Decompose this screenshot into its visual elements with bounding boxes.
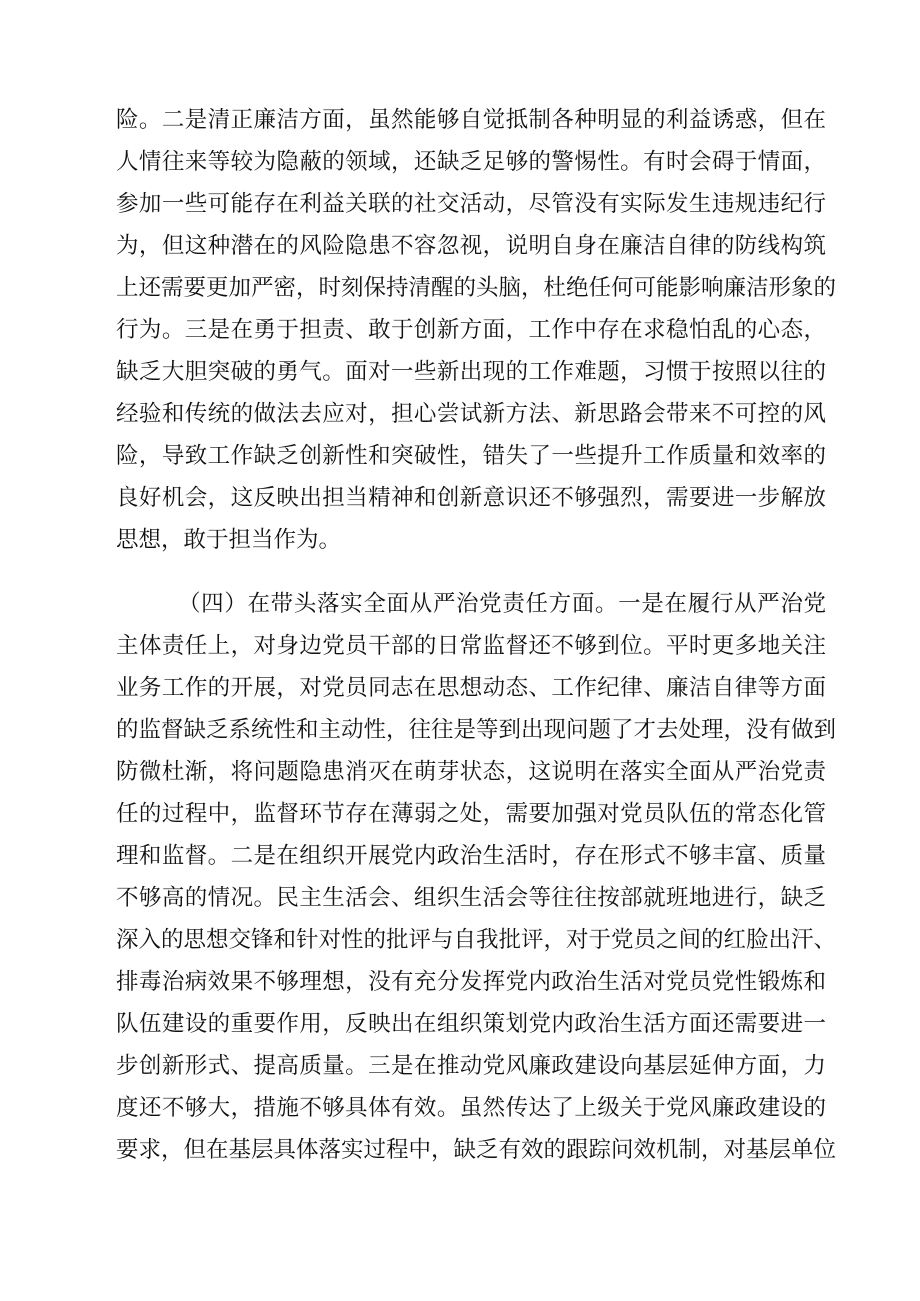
text-line: 防微杜渐，将问题隐患消灭在萌芽状态，这说明在落实全面从严治党责 [116, 759, 826, 785]
text-line: 行为。三是在勇于担责、敢于创新方面，工作中存在求稳怕乱的心态， [116, 317, 826, 343]
text-line: 要求，但在基层具体落实过程中，缺乏有效的跟踪问效机制，对基层单位 [116, 1137, 837, 1163]
text-line: 步创新形式、提高质量。三是在推动党风廉政建设向基层延伸方面，力 [116, 1053, 826, 1079]
text-line: 险，导致工作缺乏创新性和突破性，错失了一些提升工作质量和效率的 [116, 443, 826, 469]
text-line: 任的过程中，监督环节存在薄弱之处，需要加强对党员队伍的常态化管 [116, 801, 826, 827]
text-line: 参加一些可能存在利益关联的社交活动，尽管没有实际发生违规违纪行 [116, 191, 826, 217]
text-line: 上还需要更加严密，时刻保持清醒的头脑，杜绝任何可能影响廉洁形象的 [116, 275, 837, 301]
paragraph-end-line: 思想，敢于担当作为。 [116, 527, 342, 553]
text-line: 经验和传统的做法去应对，担心尝试新方法、新思路会带来不可控的风 [116, 401, 826, 427]
text-line: 的监督缺乏系统性和主动性，往往是等到出现问题了才去处理，没有做到 [116, 717, 837, 743]
text-line: 度还不够大，措施不够具体有效。虽然传达了上级关于党风廉政建设的 [116, 1095, 826, 1121]
section-heading-line: （四）在带头落实全面从严治党责任方面。一是在履行从严治党 [178, 591, 826, 617]
text-line: 排毒治病效果不够理想，没有充分发挥党内政治生活对党员党性锻炼和 [116, 969, 826, 995]
text-line: 主体责任上，对身边党员干部的日常监督还不够到位。平时更多地关注 [116, 633, 826, 659]
text-line: 为，但这种潜在的风险隐患不容忽视，说明自身在廉洁自律的防线构筑 [116, 233, 826, 259]
text-line: 深入的思想交锋和针对性的批评与自我批评，对于党员之间的红脸出汗、 [116, 927, 837, 953]
text-line: 险。二是清正廉洁方面，虽然能够自觉抵制各种明显的利益诱惑，但在 [116, 107, 826, 133]
text-line: 人情往来等较为隐蔽的领域，还缺乏足够的警惕性。有时会碍于情面， [116, 149, 826, 175]
text-line: 队伍建设的重要作用，反映出在组织策划党内政治生活方面还需要进一 [116, 1011, 826, 1037]
text-line: 不够高的情况。民主生活会、组织生活会等往往按部就班地进行，缺乏 [116, 885, 826, 911]
text-line: 理和监督。二是在组织开展党内政治生活时，存在形式不够丰富、质量 [116, 843, 826, 869]
text-line: 业务工作的开展，对党员同志在思想动态、工作纪律、廉洁自律等方面 [116, 675, 826, 701]
text-line: 良好机会，这反映出担当精神和创新意识还不够强烈，需要进一步解放 [116, 485, 826, 511]
text-line: 缺乏大胆突破的勇气。面对一些新出现的工作难题，习惯于按照以往的 [116, 359, 826, 385]
